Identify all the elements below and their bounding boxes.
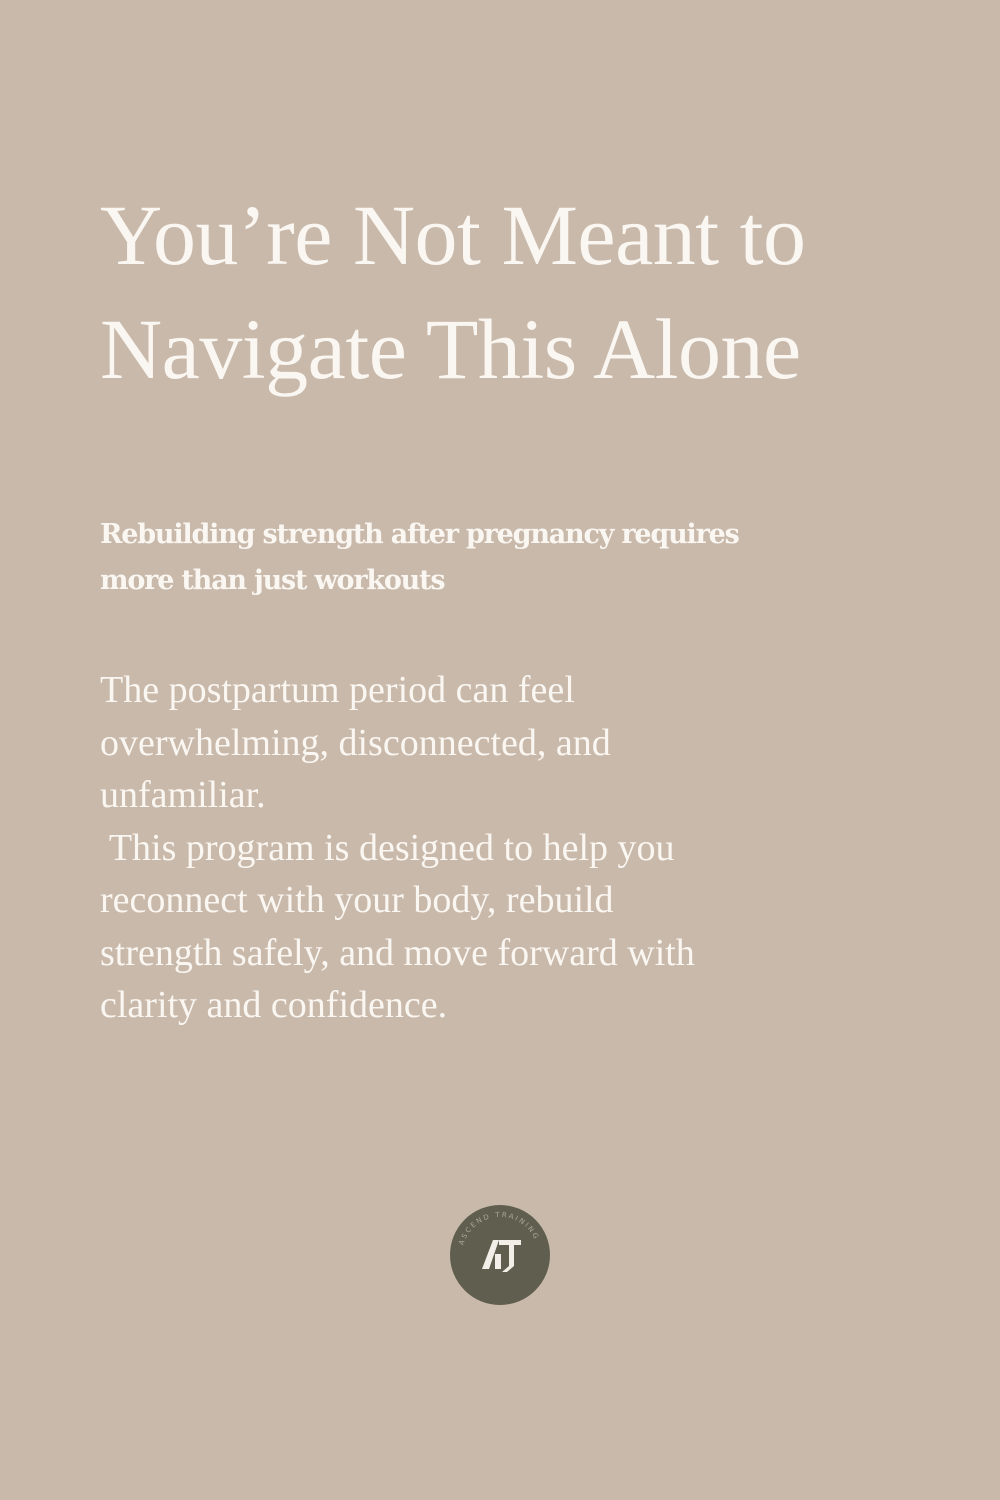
body-line-7: clarity and confidence.: [100, 984, 448, 1026]
body-line-3: unfamiliar.: [100, 774, 266, 816]
logo-svg: [449, 1204, 551, 1306]
headline-line-2: Navigate This Alone: [100, 301, 801, 397]
headline-line-1: You’re Not Meant to: [100, 187, 806, 283]
body-line-5: reconnect with your body, rebuild: [100, 879, 614, 921]
body-line-4: This program is designed to help you: [100, 826, 675, 869]
body-line-1: The postpartum period can feel: [100, 669, 575, 711]
body-text: [100, 664, 960, 1032]
subheading-line-1: Rebuilding strength after pregnancy requires: [100, 519, 739, 550]
logo-letter-t-stem: [509, 1240, 514, 1266]
body-line-2: overwhelming, disconnected, and: [100, 721, 611, 764]
logo-ring-text: ASCEND TRAINING: [457, 1210, 541, 1247]
body-line-6: strength safely, and move forward with: [100, 931, 695, 974]
headline: [100, 178, 960, 406]
logo-letter-a-leg: [495, 1254, 501, 1269]
brand-logo-icon: [449, 1204, 551, 1306]
subheading: [100, 512, 920, 604]
subheading-line-2: more than just workouts: [100, 565, 445, 596]
